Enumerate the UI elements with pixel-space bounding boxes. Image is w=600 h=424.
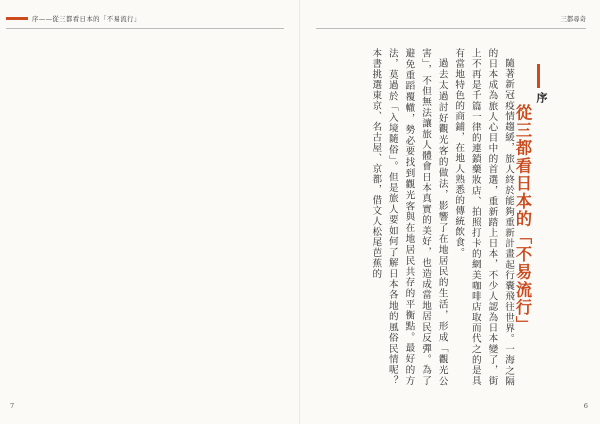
right-header-rule xyxy=(316,28,586,29)
preface-title: 從三都看日本的「不易流行」 xyxy=(513,104,532,335)
left-running-head-text: 序——從三都看日本的「不易流行」 xyxy=(32,15,141,23)
paragraph: 過去太過討好觀光客的做法，影響了在地居民的生活，形成「觀光公害」，不但無法讓旅人體會日本真實的美好，也造成當地居民反彈。為了避免重蹈覆轍，勢必要找到觀光客與在地居民共存的平衡點。最好的方法，莫過於「入境隨俗」。但是旅人要如何了解日本各地的風俗民情呢？本書挑選東京、名古屋、京都，借文人松尾芭蕉的 xyxy=(370,48,448,386)
page-number-left: 7 xyxy=(10,402,15,410)
running-head-accent-bar xyxy=(6,17,28,20)
right-page-body xyxy=(318,48,516,386)
preface-accent-bar xyxy=(537,64,540,88)
right-running-head-text: 三都尋奇 xyxy=(560,15,586,23)
paragraph: 隨著新冠疫情趨緩，旅人終於能夠重新計畫起行囊飛往世界。一海之隔的日本成為旅人心目中的首選，重新踏上日本，不少人認為日本變了，街上不再是千篇一律的連鎖藥妝店、拍照打卡的網美咖啡店取而代之的是具有當地特色的商鋪，在地人熟悉的傳統飲食。 xyxy=(453,48,514,386)
left-header-rule xyxy=(6,28,284,29)
left-running-head xyxy=(6,14,141,23)
preface-label: 序 xyxy=(535,92,548,105)
page-number-right: 6 xyxy=(583,402,588,410)
